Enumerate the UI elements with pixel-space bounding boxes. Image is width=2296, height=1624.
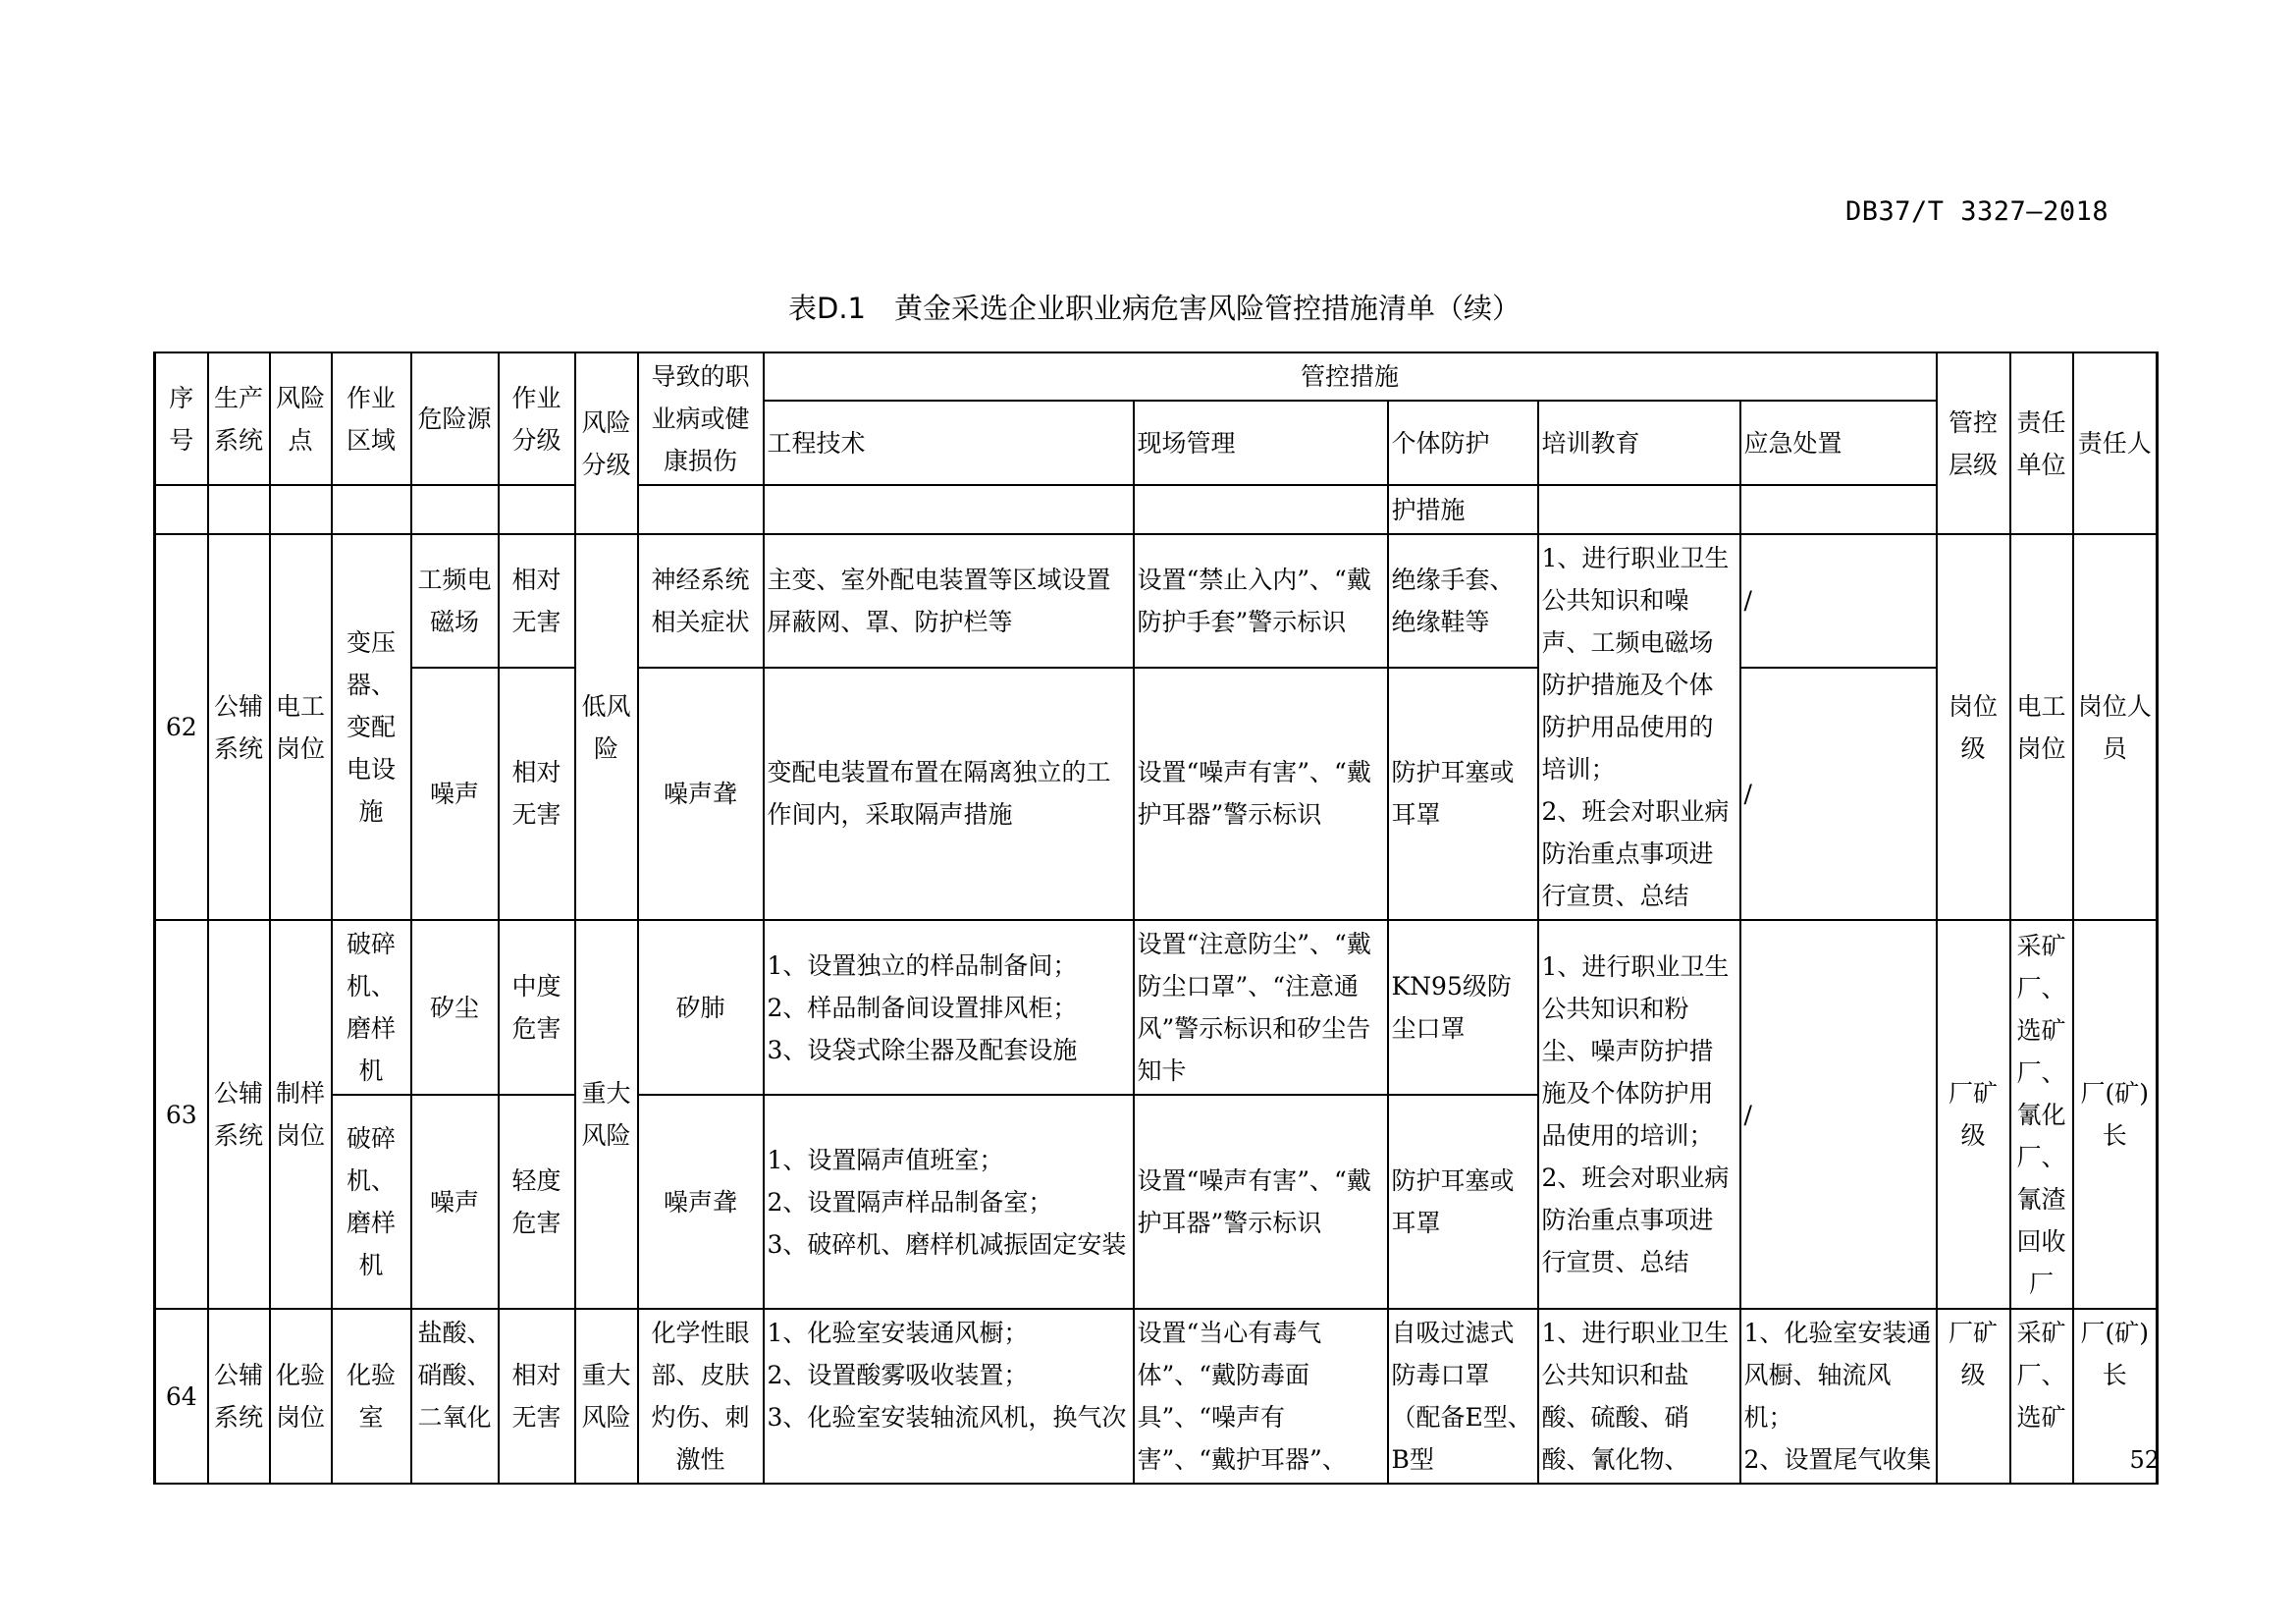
emergency-cell: /	[1740, 668, 1937, 920]
seq-cell: 64	[155, 1309, 208, 1484]
ppe-cell: 自吸过滤式防毒口罩（配备E型、B型	[1388, 1309, 1538, 1484]
risk-point-cell: 电工岗位	[270, 534, 332, 920]
job-grade-cell: 相对无害	[499, 534, 575, 668]
table-row	[155, 668, 2158, 920]
header-measures: 管控措施	[764, 352, 1937, 401]
risk-grade-cell: 重大风险	[575, 920, 638, 1309]
hazard-cell: 噪声	[411, 1095, 499, 1309]
unit-cell: 采矿厂、选矿厂、氰化厂、氰渣回收厂	[2010, 920, 2073, 1309]
header-blank	[208, 485, 270, 534]
job-grade-cell: 相对无害	[499, 668, 575, 920]
seq-cell: 62	[155, 534, 208, 920]
hazard-cell: 盐酸、硝酸、二氧化	[411, 1309, 499, 1484]
level-cell: 厂矿级	[1937, 920, 2010, 1309]
header-risk-grade: 风险分级	[575, 352, 638, 534]
header-blank	[411, 485, 499, 534]
header-person: 责任人	[2073, 352, 2158, 534]
header-level: 管控层级	[1937, 352, 2010, 534]
work-area-cell: 破碎机、磨样机	[332, 920, 411, 1095]
table-title: 表D.1 黄金采选企业职业病危害风险管控措施清单（续）	[787, 292, 1521, 325]
engineering-cell: 主变、室外配电装置等区域设置屏蔽网、罩、防护栏等	[764, 534, 1134, 668]
site-management-cell: 设置“噪声有害”、“戴护耳器”警示标识	[1134, 1095, 1388, 1309]
unit-cell: 电工岗位	[2010, 534, 2073, 920]
table-row	[155, 920, 2158, 1095]
risk-control-table	[153, 352, 2159, 1485]
hazard-cell: 工频电磁场	[411, 534, 499, 668]
disease-cell: 化学性眼部、皮肤灼伤、刺激性	[638, 1309, 764, 1484]
header-system: 生产系统	[208, 352, 270, 485]
person-cell: 厂(矿)长	[2073, 920, 2158, 1309]
header-blank	[270, 485, 332, 534]
site-management-cell: 设置“禁止入内”、“戴防护手套”警示标识	[1134, 534, 1388, 668]
header-blank	[764, 485, 1134, 534]
unit-cell: 采矿厂、选矿	[2010, 1309, 2073, 1484]
work-area-cell: 破碎机、磨样机	[332, 1095, 411, 1309]
job-grade-cell: 中度危害	[499, 920, 575, 1095]
engineering-cell: 1、化验室安装通风橱； 2、设置酸雾吸收装置； 3、化验室安装轴流风机，换气次	[764, 1309, 1134, 1484]
table-row	[155, 1309, 2158, 1484]
disease-cell: 噪声聋	[638, 668, 764, 920]
ppe-cell: 防护耳塞或耳罩	[1388, 668, 1538, 920]
ppe-cell: 绝缘手套、绝缘鞋等	[1388, 534, 1538, 668]
system-cell: 公辅系统	[208, 534, 270, 920]
header-emergency: 应急处置	[1740, 401, 1937, 485]
emergency-cell: /	[1740, 920, 1937, 1309]
header-risk-point: 风险点	[270, 352, 332, 485]
emergency-cell: /	[1740, 534, 1937, 668]
person-cell: 厂(矿)长	[2073, 1309, 2158, 1484]
site-management-cell: 设置“噪声有害”、“戴护耳器”警示标识	[1134, 668, 1388, 920]
header-unit: 责任单位	[2010, 352, 2073, 534]
header-work-area: 作业区域	[332, 352, 411, 485]
ppe-cell: 防护耳塞或耳罩	[1388, 1095, 1538, 1309]
disease-cell: 噪声聋	[638, 1095, 764, 1309]
training-cell: 1、进行职业卫生公共知识和噪声、工频电磁场防护措施及个体防护用品使用的培训； 2、班会对职业病防治重点事项进行宣贯、总结	[1538, 534, 1740, 920]
engineering-cell: 变配电装置布置在隔离独立的工作间内，采取隔声措施	[764, 668, 1134, 920]
system-cell: 公辅系统	[208, 920, 270, 1309]
hazard-cell: 矽尘	[411, 920, 499, 1095]
emergency-cell: 1、化验室安装通风橱、轴流风机； 2、设置尾气收集	[1740, 1309, 1937, 1484]
header-blank	[1134, 485, 1388, 534]
site-management-cell: 设置“注意防尘”、“戴防尘口罩”、“注意通风”警示标识和矽尘告知卡	[1134, 920, 1388, 1095]
risk-point-cell: 化验岗位	[270, 1309, 332, 1484]
job-grade-cell: 轻度危害	[499, 1095, 575, 1309]
level-cell: 岗位级	[1937, 534, 2010, 920]
header-ppe: 个体防护	[1388, 401, 1538, 485]
work-area-cell: 化验室	[332, 1309, 411, 1484]
risk-grade-cell: 重大风险	[575, 1309, 638, 1484]
seq-cell: 63	[155, 920, 208, 1309]
engineering-cell: 1、设置隔声值班室； 2、设置隔声样品制备室； 3、破碎机、磨样机减振固定安装	[764, 1095, 1134, 1309]
work-area-cell: 变压器、变配电设施	[332, 534, 411, 920]
header-hazard: 危险源	[411, 352, 499, 485]
header-row-1	[155, 352, 2158, 401]
header-training: 培训教育	[1538, 401, 1740, 485]
header-blank	[332, 485, 411, 534]
training-cell: 1、进行职业卫生公共知识和粉尘、噪声防护措施及个体防护用品使用的培训； 2、班会对职业病防治重点事项进行宣贯、总结	[1538, 920, 1740, 1309]
header-blank	[638, 485, 764, 534]
person-cell: 岗位人员	[2073, 534, 2158, 920]
document-number: DB37/T 3327—2018	[1845, 196, 2109, 227]
header-blank	[499, 485, 575, 534]
engineering-cell: 1、设置独立的样品制备间； 2、样品制备间设置排风柜； 3、设袋式除尘器及配套设施	[764, 920, 1134, 1095]
risk-grade-cell: 低风险	[575, 534, 638, 920]
header-blank	[1538, 485, 1740, 534]
table-row	[155, 534, 2158, 668]
level-cell: 厂矿级	[1937, 1309, 2010, 1484]
disease-cell: 矽肺	[638, 920, 764, 1095]
header-site: 现场管理	[1134, 401, 1388, 485]
risk-point-cell: 制样岗位	[270, 920, 332, 1309]
header-blank	[1740, 485, 1937, 534]
page-number: 52	[2129, 1446, 2160, 1474]
hazard-cell: 噪声	[411, 668, 499, 920]
header-job-grade: 作业分级	[499, 352, 575, 485]
header-engineering: 工程技术	[764, 401, 1134, 485]
site-management-cell: 设置“当心有毒气体”、“戴防毒面具”、“噪声有害”、“戴护耳器”、	[1134, 1309, 1388, 1484]
header-disease: 导致的职业病或健康损伤	[638, 352, 764, 485]
ppe-cell: KN95级防尘口罩	[1388, 920, 1538, 1095]
header-blank	[155, 485, 208, 534]
header-seq: 序号	[155, 352, 208, 485]
header-ppe-continued: 护措施	[1388, 485, 1538, 534]
job-grade-cell: 相对无害	[499, 1309, 575, 1484]
training-cell: 1、进行职业卫生公共知识和盐酸、硫酸、硝酸、氰化物、	[1538, 1309, 1740, 1484]
header-row-3	[155, 485, 2158, 534]
system-cell: 公辅系统	[208, 1309, 270, 1484]
disease-cell: 神经系统相关症状	[638, 534, 764, 668]
